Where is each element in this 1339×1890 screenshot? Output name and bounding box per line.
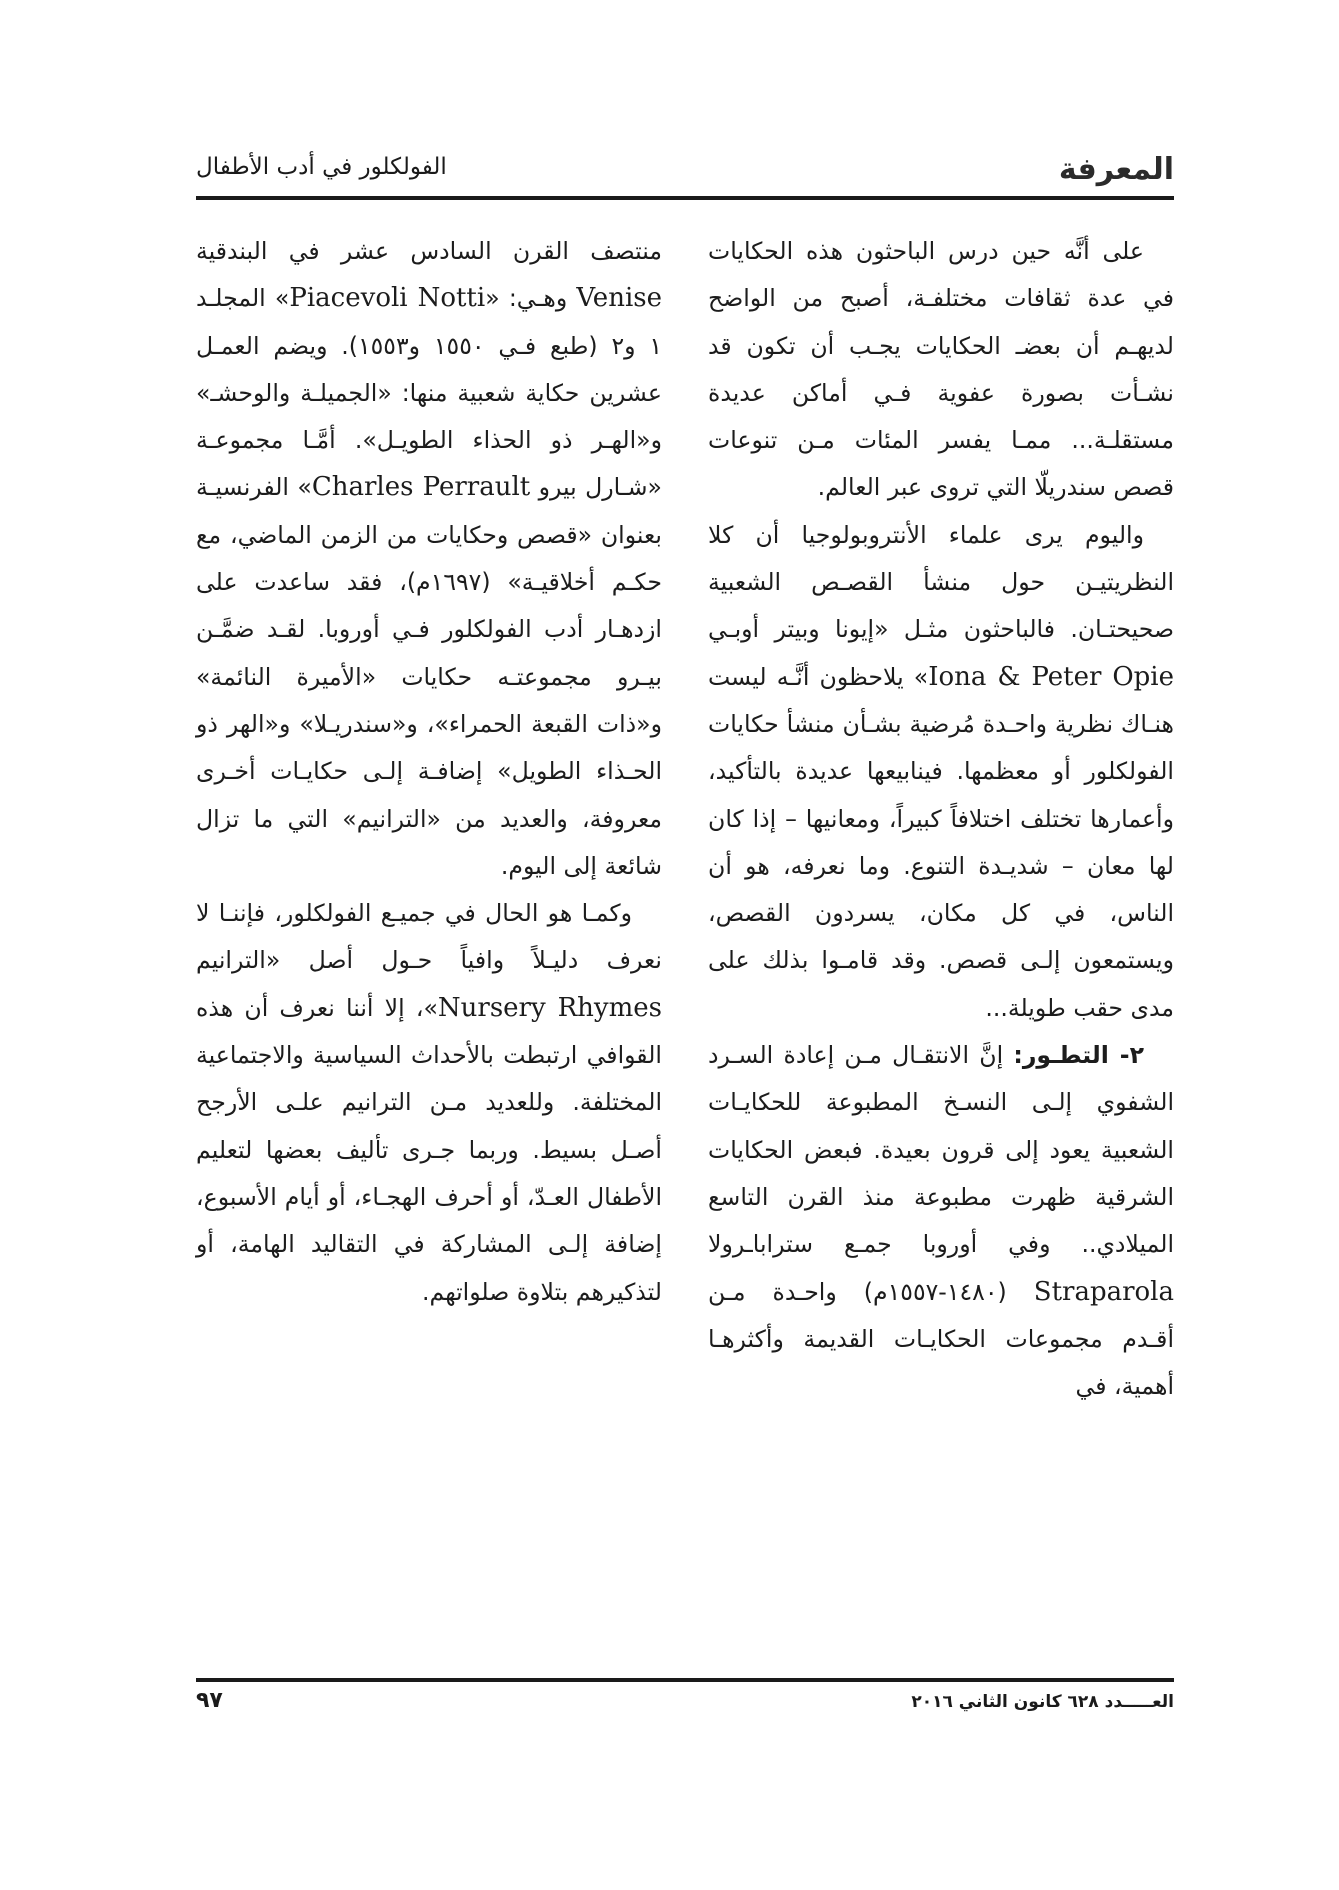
paragraph-text: »، إلا أننا نعرف أن هذه القوافي ارتبطت بالأحداث السياسية والاجتماعية المختلفة. وللعديد مـن الترانيم علـى الأرجح أصـل بسيط. وربما جـرى تأليف بعضها لتعليم الأطفال العـدّ، أو أحرف الهجـاء، أو أيام الأسبوع، إضافة إلـى المشاركة في التقاليد الهامة، أو لتذكيرهم بتلاوة صلواتهم. bbox=[196, 993, 662, 1306]
footer-rule bbox=[196, 1678, 1174, 1682]
latin-term: Charles Perrault bbox=[311, 472, 531, 503]
page-header bbox=[196, 150, 1174, 192]
section-title: الفولكلور في أدب الأطفال bbox=[196, 154, 447, 180]
paragraph bbox=[708, 1032, 1174, 1410]
paragraph-text: » يلاحظون أنَّـه ليست هنـاك نظرية واحـدة مُرضية بشـأن منشأ حكايات الفولكلور أو معظمها. فينابيعها عديدة بالتأكيد، وأعمارها تختلف اختلافاً كبيراً، ومعانيها – إذا كان لها معان – شديـدة التنوع. وما نعرفه، هو أن الناس، في كل مكان، يسردون القصص، ويستمعون إلـى قصص. وقد قامـوا بذلك على مدى حقب طويلة... bbox=[708, 662, 1174, 1022]
paragraph-text: على أنَّه حين درس الباحثون هذه الحكايات في عدة ثقافات مختلفـة، أصبح من الواضح لديهـم أن بعضـ الحكايات يجـب أن تكون قد نشـأت بصورة عفوية فـي أماكن عديدة مستقلـة... ممـا يفسر المئات مـن تنوعات قصص سندريلّا التي تروى عبر العالم. bbox=[708, 237, 1174, 502]
paragraph bbox=[708, 228, 1174, 512]
issue-info: العـــــدد ٦٢٨ كانون الثاني ٢٠١٦ bbox=[911, 1692, 1174, 1712]
right-column bbox=[708, 228, 1174, 1410]
paragraph bbox=[196, 890, 662, 1316]
paragraph-text: واليوم يرى علماء الأنتروبولوجيا أن كلا النظريتيـن حول منشأ القصـص الشعبية صحيحتـان. فالباحثون مثـل «إيونا وبيتر أوبـي bbox=[708, 520, 1174, 644]
left-column bbox=[196, 228, 662, 1316]
paragraph-text: إنَّ الانتقـال مـن إعادة السـرد الشفوي إلـى النسـخ المطبوعة للحكايـات الشعبية يعود إلى قرون بعيدة. فبعض الحكايات الشرقية ظهرت مطبوعة منذ القرن التاسع الميلادي.. وفي أوروبا جمـع ستراباـرولا bbox=[708, 1041, 1174, 1259]
paragraph bbox=[196, 228, 662, 890]
latin-term: Piacevoli Notti bbox=[289, 283, 486, 314]
paragraph-text: (١٤٨٠-١٥٥٧م) واحـدة مـن أقـدم مجموعات الحكايـات القديمة وأكثرهـا أهمية، في bbox=[708, 1277, 1174, 1401]
paragraph bbox=[708, 512, 1174, 1032]
subsection-heading: ٢- التطـور: bbox=[1013, 1041, 1144, 1070]
paragraph-text: منتصف القرن السادس عشر في البندقية bbox=[196, 237, 662, 265]
page-number: ٩٧ bbox=[196, 1688, 223, 1713]
header-rule bbox=[196, 196, 1174, 200]
latin-term: Nursery Rhymes bbox=[437, 992, 662, 1023]
paragraph-text: وهـي: « bbox=[485, 284, 577, 313]
latin-term: Venise bbox=[576, 283, 662, 314]
paragraph-text: وكمـا هو الحال في جميـع الفولكلور، فإننـا لا نعرف دليـلاً وافياً حـول أصل «الترانيم bbox=[196, 899, 662, 975]
latin-term: Iona & Peter Opie bbox=[928, 661, 1174, 692]
latin-term: Straparola bbox=[1033, 1276, 1174, 1307]
paragraph-text: » المجلـد ١ و٢ (طبع فـي ١٥٥٠ و١٥٥٣). ويضم العمـل عشرين حكاية شعبية منها: «الجميلـة والوحشـ» و«الهـر ذو الحذاء الطويـل». أمَّـا مجموعـة «شـارل بيرو bbox=[196, 284, 662, 502]
paragraph-text: » الفرنسيـة بعنوان «قصص وحكايات من الزمن الماضي، مع حكـم أخلاقيـة» (١٦٩٧م)، فقد ساعدت على ازدهـار أدب الفولكلور فـي أوروبا. لقـد ضمَّـن بيـرو مجموعتـه حكايات «الأميرة النائمة» و«ذات القبعة الحمراء»، و«سندريـلا» و«الهر ذو الحـذاء الطويل» إضافـة إلـى حكايـات أخـرى معروفة، والعديد من «الترانيم» التي ما تزال شائعة إلى اليوم. bbox=[196, 473, 663, 880]
magazine-masthead: المعرفة bbox=[1058, 152, 1174, 187]
